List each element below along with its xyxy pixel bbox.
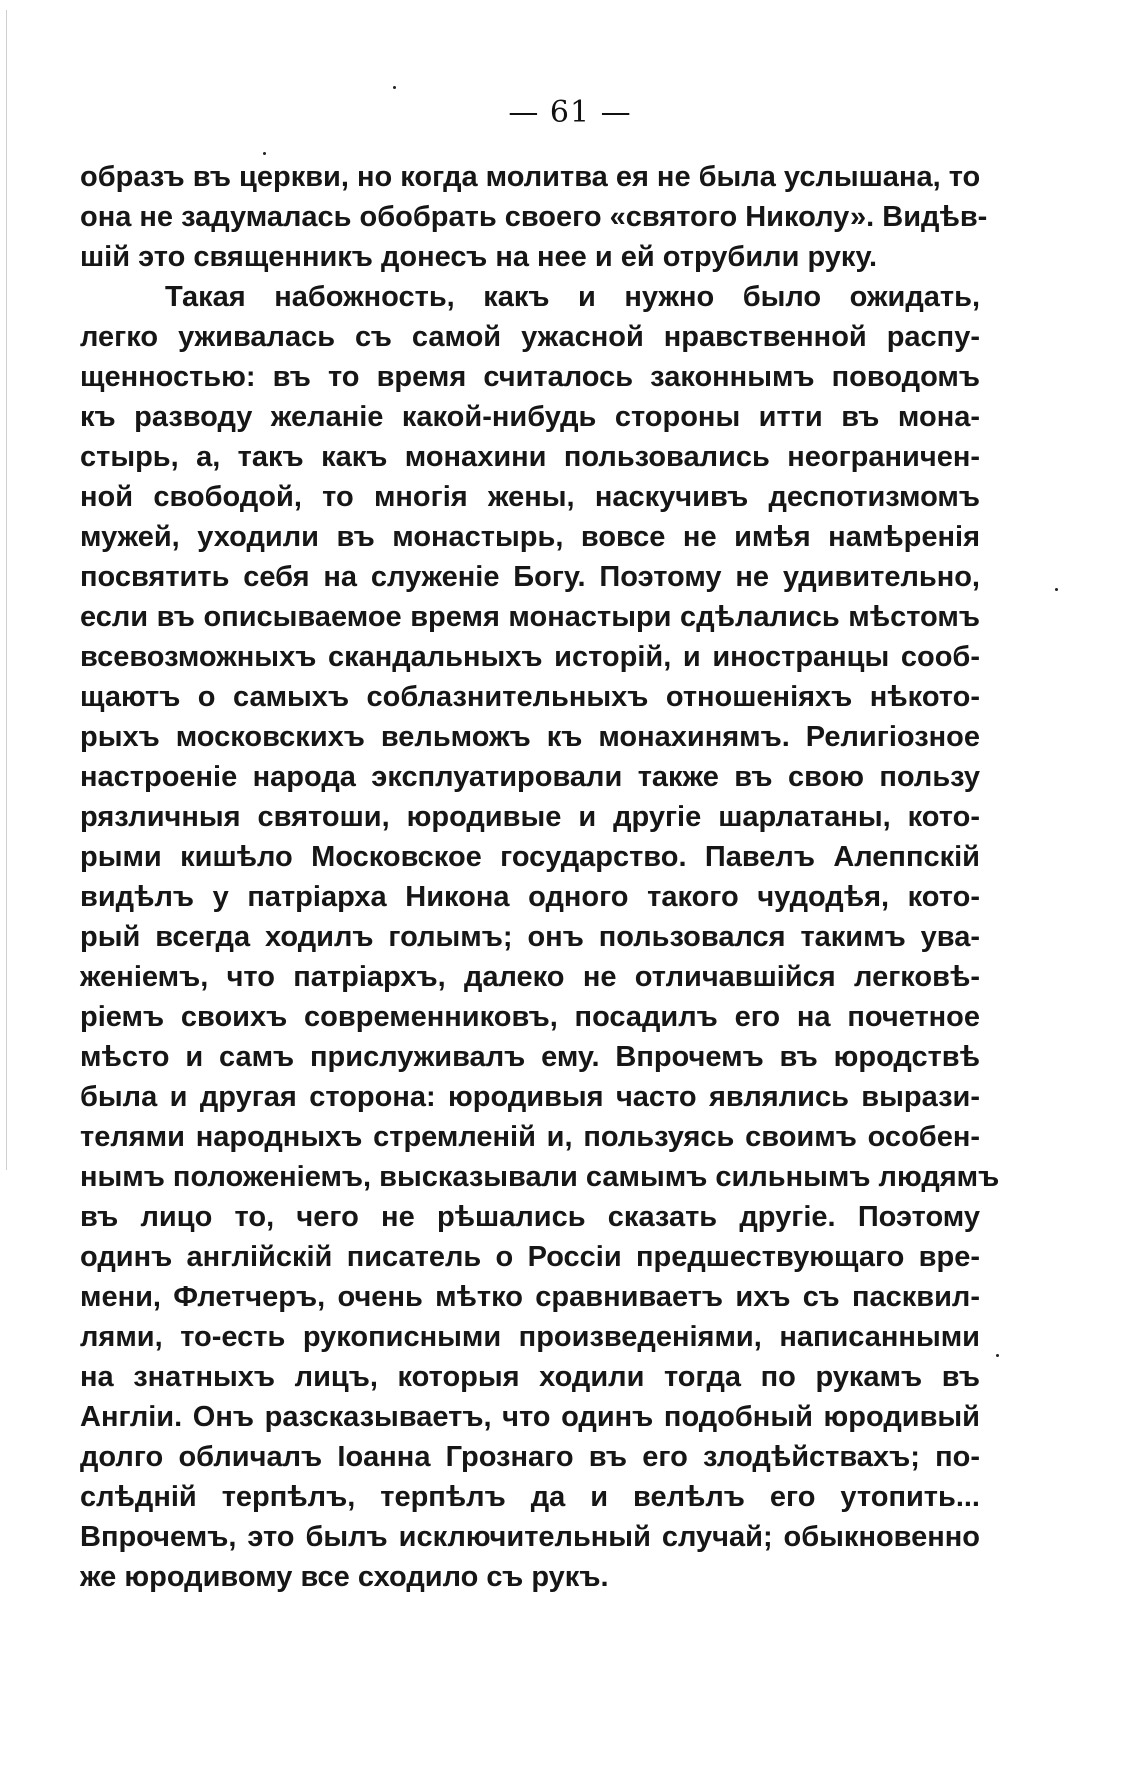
scan-speck	[1055, 588, 1058, 591]
text-line: телями народныхъ стремленій и, пользуясь своимъ особен-	[80, 1121, 980, 1153]
scan-speck	[996, 1354, 999, 1357]
text-line: рыхъ московскихъ вельможъ къ монахинямъ. Религіозное	[80, 721, 980, 753]
page-number: — 61 —	[508, 95, 632, 130]
body-text	[80, 157, 1000, 1597]
text-line: рыми кишѣло Московское государство. Павелъ Алеппскій	[80, 841, 980, 873]
text-line: мужей, уходили въ монастырь, вовсе не имѣя намѣренія	[80, 521, 980, 553]
text-line: шій это священникъ донесъ на нее и ей отрубили руку.	[80, 241, 878, 273]
text-line: нымъ положеніемъ, высказывали самымъ сильнымъ людямъ	[80, 1161, 1000, 1193]
text-line: же юродивому все сходило съ рукъ.	[80, 1561, 609, 1593]
text-line: долго обличалъ Іоанна Грознаго въ его злодѣйствахъ; по-	[80, 1441, 980, 1473]
text-line: женіемъ, что патріархъ, далеко не отличавшійся легковѣ-	[80, 961, 980, 993]
text-line: лями, то-есть рукописными произведеніями, написанными	[80, 1321, 980, 1353]
text-line: мени, Флетчеръ, очень мѣтко сравниваетъ ихъ съ пасквил-	[80, 1281, 980, 1313]
text-line: одинъ англійскій писатель о Россіи предшествующаго вре-	[80, 1241, 980, 1273]
scan-speck	[393, 86, 396, 89]
text-line: рязличныя святоши, юродивые и другіе шарлатаны, кото-	[80, 801, 980, 833]
text-line: мѣсто и самъ прислуживалъ ему. Впрочемъ въ юродствѣ	[80, 1041, 980, 1073]
text-line: слѣдній терпѣлъ, терпѣлъ да и велѣлъ его утопить...	[80, 1481, 980, 1513]
text-line: была и другая сторона: юродивыя часто являлись вырази-	[80, 1081, 980, 1113]
text-line: видѣлъ у патріарха Никона одного такого чудодѣя, кото-	[80, 881, 980, 913]
text-line: въ лицо то, чего не рѣшались сказать другіе. Поэтому	[80, 1201, 980, 1233]
paragraph-first-line: Такая набожность, какъ и нужно было ожидать,	[165, 281, 980, 313]
text-line: къ разводу желаніе какой-нибудь стороны итти въ мона-	[80, 401, 980, 433]
text-line: Впрочемъ, это былъ исключительный случай; обыкновенно	[80, 1521, 980, 1553]
text-line: стырь, а, такъ какъ монахини пользовались неограничен-	[80, 441, 980, 473]
text-line: щаютъ о самыхъ соблазнительныхъ отношеніяхъ нѣкото-	[80, 681, 980, 713]
text-line: всевозможныхъ скандальныхъ исторій, и иностранцы сооб-	[80, 641, 980, 673]
text-line: если въ описываемое время монастыри сдѣлались мѣстомъ	[80, 601, 980, 633]
text-line: она не задумалась обобрать своего «святого Николу». Видѣв-	[80, 201, 988, 233]
text-line: Англіи. Онъ разсказываетъ, что одинъ подобный юродивый	[80, 1401, 980, 1433]
text-line: щенностью: въ то время считалось законнымъ поводомъ	[80, 361, 980, 393]
scan-speck	[263, 152, 266, 155]
text-line: легко уживалась съ самой ужасной нравственной распу-	[80, 321, 980, 353]
left-margin-rule	[6, 10, 7, 1170]
text-line: рый всегда ходилъ голымъ; онъ пользовался такимъ ува-	[80, 921, 980, 953]
text-line: ріемъ своихъ современниковъ, посадилъ его на почетное	[80, 1001, 980, 1033]
text-line: на знатныхъ лицъ, которыя ходили тогда по рукамъ въ	[80, 1361, 980, 1393]
text-line: посвятить себя на служеніе Богу. Поэтому не удивительно,	[80, 561, 980, 593]
text-line: ной свободой, то многія жены, наскучивъ деспотизмомъ	[80, 481, 980, 513]
text-line: настроеніе народа эксплуатировали также въ свою пользу	[80, 761, 980, 793]
text-line: образъ въ церкви, но когда молитва ея не была услышана, то	[80, 161, 981, 193]
